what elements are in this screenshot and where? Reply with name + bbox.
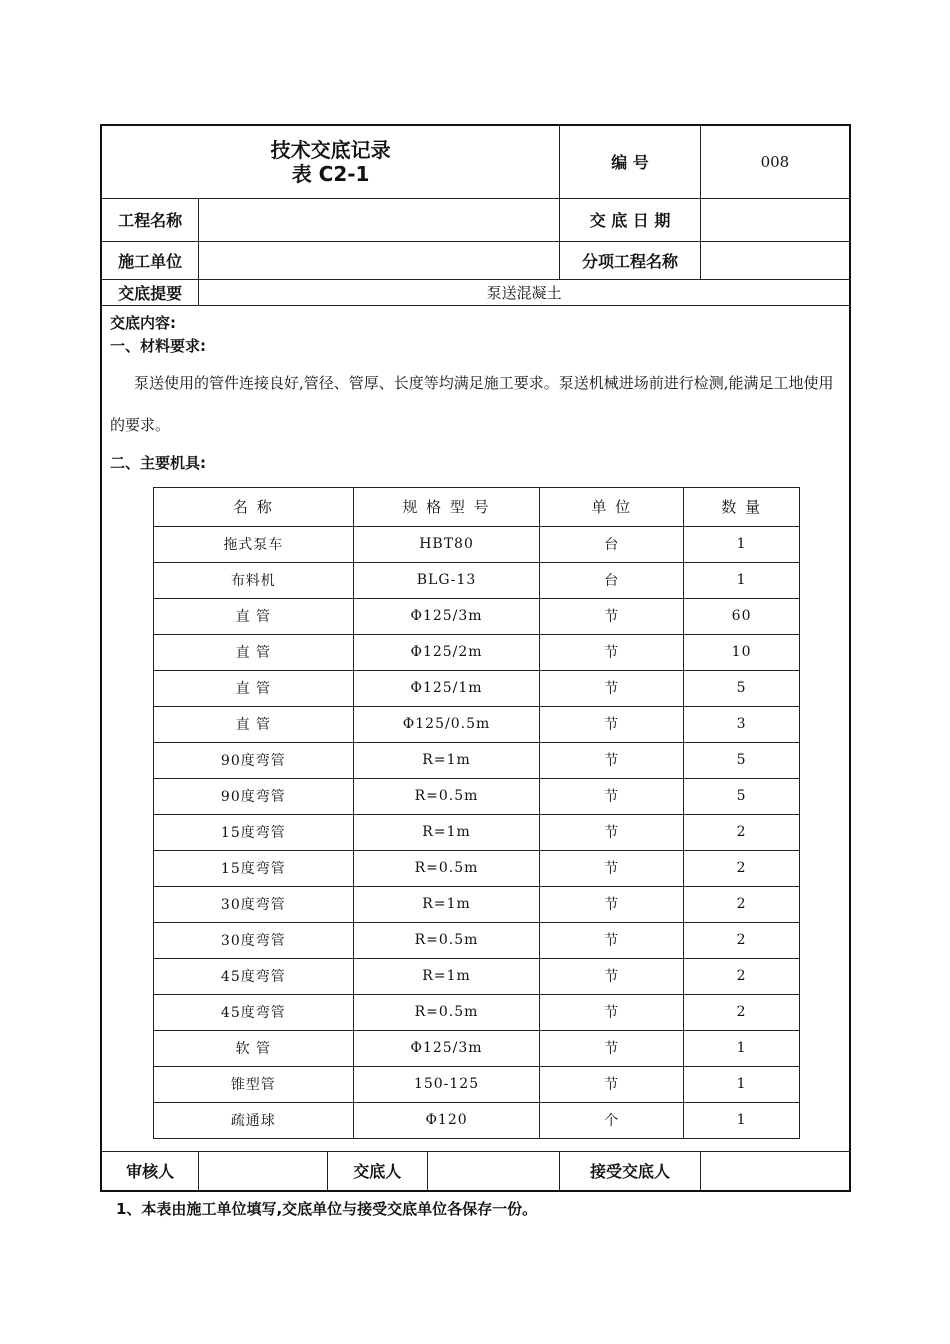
table-row: [154, 778, 800, 814]
equipment-unit-cell: 节: [540, 742, 684, 778]
equipment-spec-cell: R=1m: [353, 814, 540, 850]
equipment-unit-cell: 台: [540, 526, 684, 562]
unit-field[interactable]: [199, 241, 560, 279]
number-value[interactable]: 008: [700, 125, 850, 198]
equipment-qty-cell: 5: [684, 742, 800, 778]
equipment-name-cell: 布料机: [154, 562, 354, 598]
equipment-unit-cell: 节: [540, 994, 684, 1030]
table-row: [154, 922, 800, 958]
content-heading: 交底内容:: [110, 313, 176, 332]
equipment-spec-cell: R=1m: [353, 886, 540, 922]
equipment-spec-cell: Φ125/2m: [353, 634, 540, 670]
col-name: 名 称: [154, 487, 354, 526]
table-row: [154, 1102, 800, 1138]
equipment-name-cell: 45度弯管: [154, 958, 354, 994]
equipment-unit-cell: 节: [540, 670, 684, 706]
equipment-qty-cell: 2: [684, 814, 800, 850]
number-label: 编 号: [560, 125, 701, 198]
equipment-qty-cell: 2: [684, 922, 800, 958]
equipment-name-cell: 15度弯管: [154, 814, 354, 850]
equipment-rows: [154, 526, 800, 1138]
equipment-heading: 二、主要机具:: [110, 453, 206, 472]
equipment-name-cell: 直 管: [154, 634, 354, 670]
equipment-unit-cell: 节: [540, 634, 684, 670]
equipment-name-cell: 疏通球: [154, 1102, 354, 1138]
project-name-field[interactable]: [199, 198, 560, 241]
equipment-name-cell: 直 管: [154, 706, 354, 742]
equipment-qty-cell: 2: [684, 850, 800, 886]
equipment-name-cell: 15度弯管: [154, 850, 354, 886]
equipment-qty-cell: 2: [684, 958, 800, 994]
equipment-name-cell: 锥型管: [154, 1066, 354, 1102]
discloser-label: 交底人: [327, 1151, 427, 1191]
equipment-qty-cell: 2: [684, 994, 800, 1030]
equipment-spec-cell: R=0.5m: [353, 922, 540, 958]
equipment-name-cell: 软 管: [154, 1030, 354, 1066]
equipment-name-cell: 30度弯管: [154, 886, 354, 922]
materials-text: 泵送使用的管件连接良好,管径、管厚、长度等均满足施工要求。泵送机械进场前进行检测,能满足工地使用的要求。: [110, 373, 834, 434]
date-label: 交 底 日 期: [560, 198, 701, 241]
reviewer-label: 审核人: [101, 1151, 199, 1191]
subproject-field[interactable]: [700, 241, 850, 279]
equipment-qty-cell: 1: [684, 1030, 800, 1066]
table-row: [154, 526, 800, 562]
equipment-name-cell: 拖式泵车: [154, 526, 354, 562]
equipment-table: [153, 487, 800, 1139]
equipment-name-cell: 90度弯管: [154, 778, 354, 814]
table-row: [154, 958, 800, 994]
date-field[interactable]: [700, 198, 850, 241]
table-row: [154, 598, 800, 634]
table-row: [154, 634, 800, 670]
table-row: [154, 994, 800, 1030]
equipment-name-cell: 直 管: [154, 598, 354, 634]
equipment-header-row: [154, 487, 800, 526]
equipment-spec-cell: R=1m: [353, 958, 540, 994]
equipment-qty-cell: 1: [684, 526, 800, 562]
equipment-spec-cell: HBT80: [353, 526, 540, 562]
disclosure-record-form: [100, 124, 851, 1219]
equipment-qty-cell: 1: [684, 562, 800, 598]
table-row: [154, 850, 800, 886]
equipment-unit-cell: 节: [540, 778, 684, 814]
equipment-spec-cell: R=0.5m: [353, 850, 540, 886]
equipment-unit-cell: 节: [540, 922, 684, 958]
form-code: 表 C2-1: [291, 161, 370, 186]
equipment-unit-cell: 节: [540, 598, 684, 634]
equipment-spec-cell: Φ125/0.5m: [353, 706, 540, 742]
form-title-main: 技术交底记录: [270, 137, 391, 162]
equipment-name-cell: 45度弯管: [154, 994, 354, 1030]
equipment-qty-cell: 5: [684, 670, 800, 706]
equipment-qty-cell: 1: [684, 1066, 800, 1102]
equipment-unit-cell: 节: [540, 958, 684, 994]
form-title: [101, 125, 560, 198]
equipment-spec-cell: 150-125: [353, 1066, 540, 1102]
table-row: [154, 670, 800, 706]
equipment-name-cell: 90度弯管: [154, 742, 354, 778]
subproject-label: 分项工程名称: [560, 241, 701, 279]
equipment-unit-cell: 节: [540, 814, 684, 850]
table-row: [154, 814, 800, 850]
project-name-label: 工程名称: [101, 198, 199, 241]
equipment-unit-cell: 节: [540, 1030, 684, 1066]
discloser-field[interactable]: [427, 1151, 560, 1191]
table-row: [154, 886, 800, 922]
equipment-name-cell: 30度弯管: [154, 922, 354, 958]
equipment-spec-cell: R=0.5m: [353, 994, 540, 1030]
col-qty: 数 量: [684, 487, 800, 526]
equipment-unit-cell: 台: [540, 562, 684, 598]
col-spec: 规 格 型 号: [353, 487, 540, 526]
summary-label: 交底提要: [101, 279, 199, 305]
equipment-spec-cell: BLG-13: [353, 562, 540, 598]
equipment-unit-cell: 节: [540, 1066, 684, 1102]
form-table: [100, 124, 851, 1192]
reviewer-field[interactable]: [199, 1151, 328, 1191]
equipment-spec-cell: Φ125/3m: [353, 1030, 540, 1066]
table-row: [154, 1066, 800, 1102]
equipment-qty-cell: 1: [684, 1102, 800, 1138]
equipment-unit-cell: 节: [540, 886, 684, 922]
summary-field[interactable]: 泵送混凝土: [199, 279, 850, 305]
table-row: [154, 706, 800, 742]
receiver-field[interactable]: [700, 1151, 850, 1191]
equipment-spec-cell: R=0.5m: [353, 778, 540, 814]
equipment-qty-cell: 3: [684, 706, 800, 742]
equipment-qty-cell: 5: [684, 778, 800, 814]
equipment-qty-cell: 2: [684, 886, 800, 922]
footnote: 1、本表由施工单位填写,交底单位与接受交底单位各保存一份。: [116, 1200, 538, 1218]
equipment-spec-cell: Φ120: [353, 1102, 540, 1138]
equipment-spec-cell: Φ125/1m: [353, 670, 540, 706]
content-section: [101, 305, 850, 1151]
equipment-qty-cell: 10: [684, 634, 800, 670]
equipment-spec-cell: R=1m: [353, 742, 540, 778]
receiver-label: 接受交底人: [560, 1151, 701, 1191]
equipment-unit-cell: 节: [540, 706, 684, 742]
equipment-qty-cell: 60: [684, 598, 800, 634]
col-unit: 单 位: [540, 487, 684, 526]
equipment-name-cell: 直 管: [154, 670, 354, 706]
equipment-unit-cell: 节: [540, 850, 684, 886]
table-row: [154, 562, 800, 598]
equipment-unit-cell: 个: [540, 1102, 684, 1138]
equipment-spec-cell: Φ125/3m: [353, 598, 540, 634]
materials-heading: 一、材料要求:: [110, 336, 206, 355]
table-row: [154, 1030, 800, 1066]
table-row: [154, 742, 800, 778]
unit-label: 施工单位: [101, 241, 199, 279]
